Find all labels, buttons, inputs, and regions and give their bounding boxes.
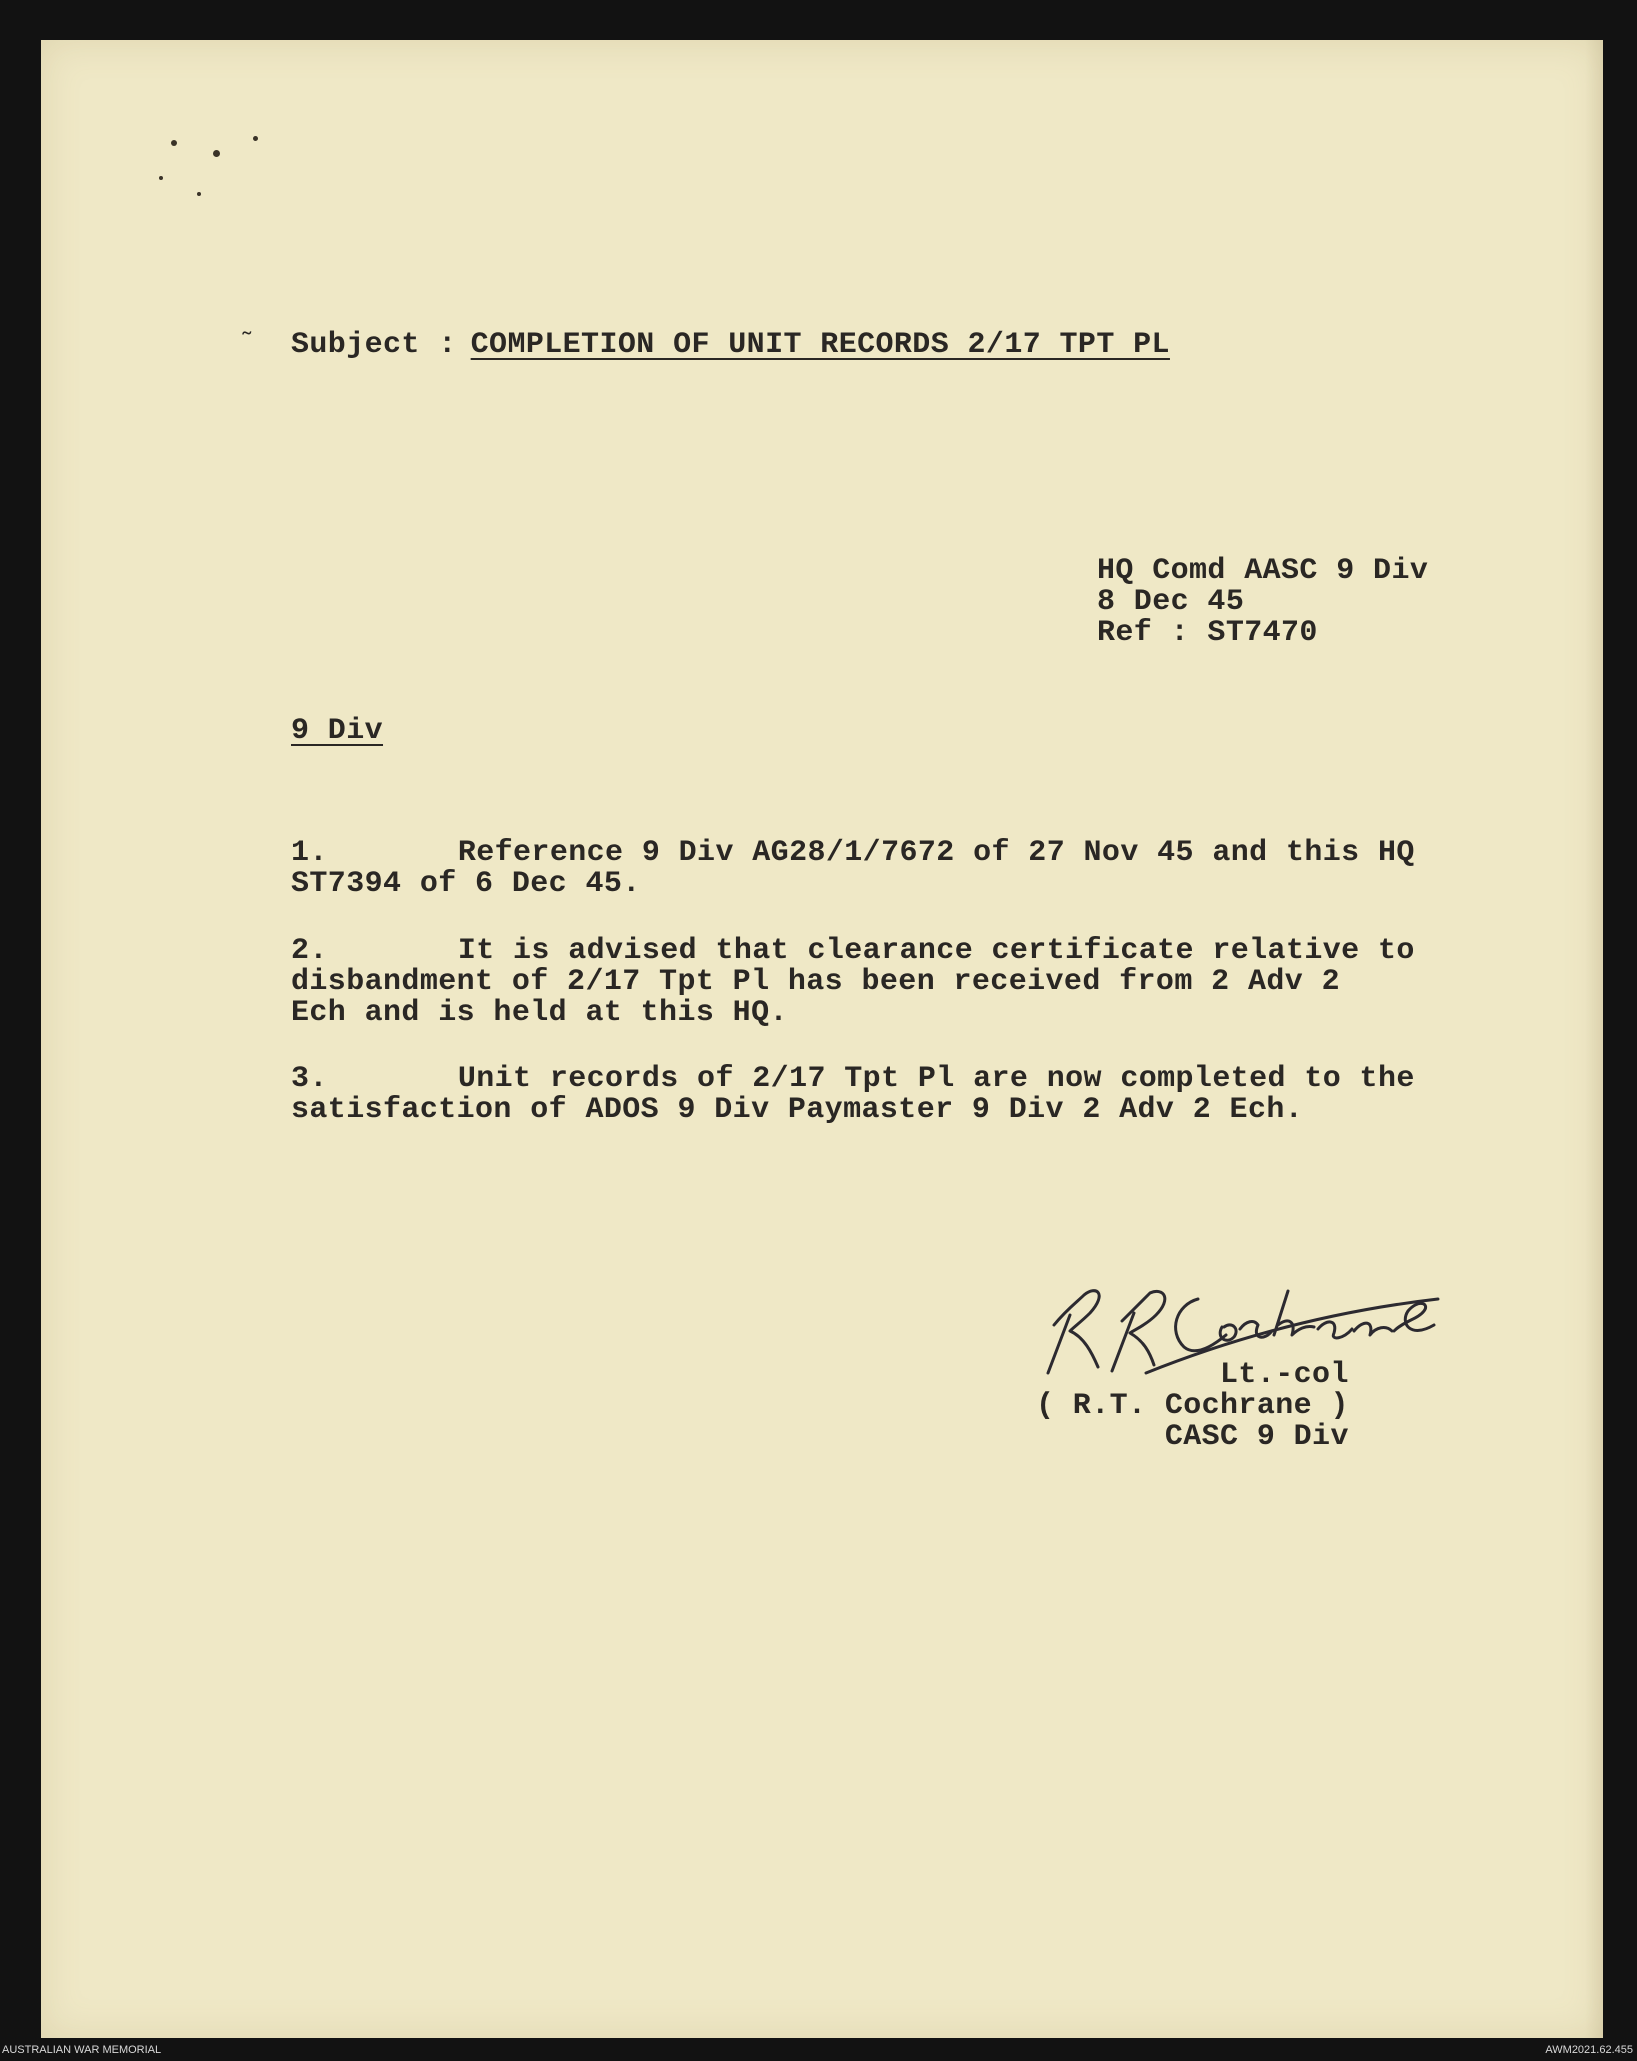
sender-block	[1097, 556, 1428, 649]
subject-label: Subject :	[291, 328, 457, 362]
sender-reference: Ref : ST7470	[1097, 616, 1318, 650]
pen-mark: ˜	[239, 328, 255, 358]
paragraph-text: satisfaction of ADOS 9 Div Paymaster 9 Div 2 Adv 2 Ech.	[291, 1093, 1304, 1127]
paragraph-text: disbandment of 2/17 Tpt Pl has been received from 2 Adv 2	[291, 965, 1340, 999]
sender-date: 8 Dec 45	[1097, 585, 1245, 619]
subject-line	[291, 330, 1170, 361]
paper-speck	[197, 192, 201, 196]
paragraph-number: 3.	[291, 1062, 328, 1096]
paragraph-text: ST7394 of 6 Dec 45.	[291, 867, 641, 901]
subject-title: COMPLETION OF UNIT RECORDS 2/17 TPT PL	[470, 328, 1170, 362]
paragraph-2	[291, 936, 1415, 1029]
signatory-appointment: CASC 9 Div	[1164, 1420, 1349, 1454]
sender-line: HQ Comd AASC 9 Div	[1097, 554, 1429, 588]
paragraph-text: Unit records of 2/17 Tpt Pl are now completed to the	[457, 1062, 1415, 1096]
paragraph-text: It is advised that clearance certificate relative to	[457, 934, 1415, 968]
paragraph-number: 1.	[291, 836, 328, 870]
paragraph-text: Ech and is held at this HQ.	[291, 996, 788, 1030]
addressee: 9 Div	[291, 714, 384, 748]
paper-speck	[171, 140, 177, 146]
paper-speck	[213, 150, 220, 157]
archive-credit: AUSTRALIAN WAR MEMORIAL	[2, 2044, 162, 2056]
paragraph-number: 2.	[291, 934, 328, 968]
archive-reference: AWM2021.62.455	[1545, 2044, 1633, 2056]
paragraph-text: Reference 9 Div AG28/1/7672 of 27 Nov 45 and this HQ	[457, 836, 1415, 870]
signature-block	[1036, 1360, 1349, 1453]
paragraph-3	[291, 1064, 1415, 1126]
paper-speck	[253, 136, 258, 141]
paper-sheet	[41, 40, 1603, 2038]
signatory-name: ( R.T. Cochrane )	[1036, 1389, 1349, 1423]
signatory-rank: Lt.-col	[1220, 1358, 1349, 1392]
paper-speck	[159, 176, 163, 180]
paragraph-1	[291, 838, 1415, 900]
